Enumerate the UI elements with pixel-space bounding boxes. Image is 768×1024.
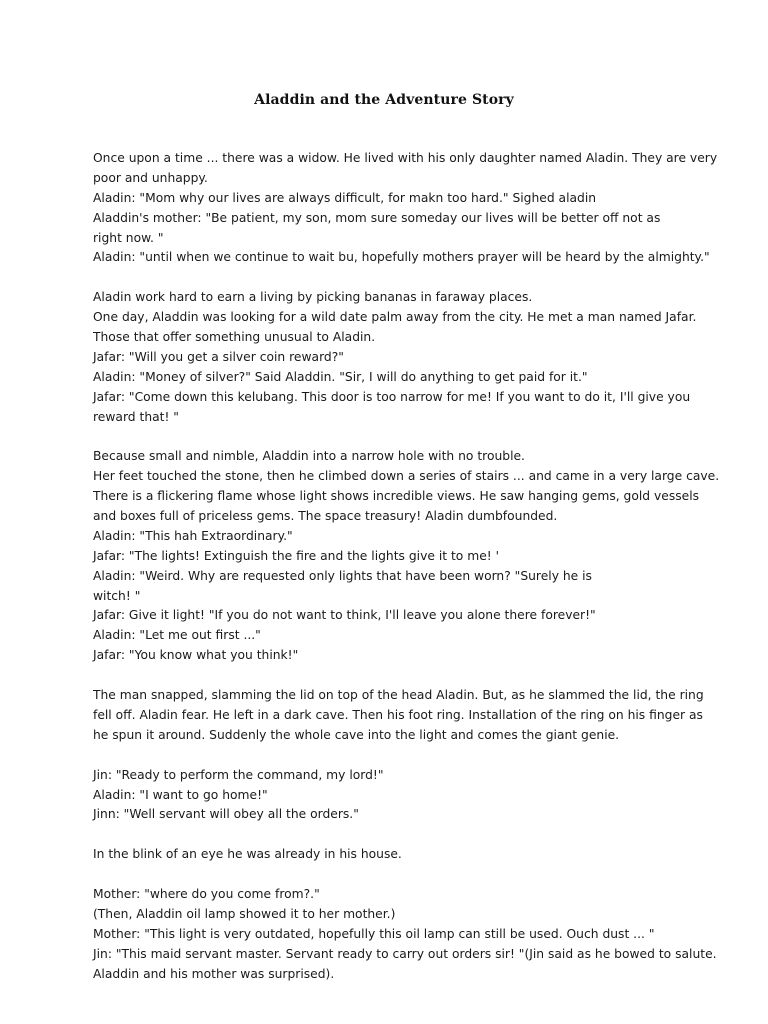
text-line: Jafar: "Come down this kelubang. This door is too narrow for me! If you want to do it, I'll give you [93,389,691,404]
paragraph [93,686,704,746]
paragraph [93,447,720,666]
text-line: Once upon a time ... there was a widow. He lived with his only daughter named Aladin. They are very [93,151,718,165]
paragraph-gap [93,825,693,845]
text-line: Jafar: "The lights! Extinguish the fire and the lights give it to me! ' [93,548,499,563]
text-line: (Then, Aladdin oil lamp showed it to her mother.) [93,906,396,921]
paragraph [93,885,717,984]
text-line: and boxes full of priceless gems. The space treasury! Aladin dumbfounded. [93,509,558,524]
text-line: Jafar: Give it light! "If you do not want to think, I'll leave you alone there forever!" [93,608,596,623]
text-line: Mother: "where do you come from?." [93,886,320,901]
text-line: Aladdin's mother: "Be patient, my son, mom sure someday our lives will be better off not as [93,210,661,225]
text-line: reward that! " [93,409,179,424]
text-line: Aladin: "Weird. Why are requested only lights that have been worn? "Surely he is [93,568,592,583]
text-line: Aladin: "Money of silver?" Said Aladdin. "Sir, I will do anything to get paid for it." [93,369,588,384]
text-line: poor and unhappy. [93,170,208,185]
text-line: There is a flickering flame whose light shows incredible views. He saw hanging gems, gold vessels [93,489,700,504]
text-line: One day, Aladdin was looking for a wild date palm away from the city. He met a man named Jafar. [93,310,697,325]
text-line: Aladin work hard to earn a living by picking bananas in faraway places. [93,290,533,305]
text-line: Jinn: "Well servant will obey all the orders." [93,807,359,822]
story-body [93,149,720,984]
paragraph [93,149,718,268]
paragraph-gap [93,746,693,766]
text-line: Aladdin and his mother was surprised). [93,966,335,981]
text-line: Jin: "Ready to perform the command, my lord!" [93,767,384,782]
text-line: Aladin: "Mom why our lives are always difficult, for makn too hard." Sighed aladin [93,190,597,205]
text-line: Mother: "This light is very outdated, hopefully this oil lamp can still be used. Ouch dust ... " [93,926,655,941]
paragraph [93,845,693,865]
text-line: The man snapped, slamming the lid on top of the head Aladin. But, as he slammed the lid, the ring [93,688,704,703]
text-line: In the blink of an eye he was already in his house. [93,847,402,862]
text-line: right now. " [93,230,164,245]
text-line: Jin: "This maid servant master. Servant ready to carry out orders sir! "(Jin said as he bowed to salute. [93,946,717,961]
text-line: Aladin: "I want to go home!" [93,787,268,802]
paragraph-gap [93,666,693,686]
paragraph [93,288,697,427]
text-line: Because small and nimble, Aladdin into a narrow hole with no trouble. [93,449,525,464]
paragraph-gap [93,268,693,288]
text-line: Aladin: "until when we continue to wait bu, hopefully mothers prayer will be heard by the almighty." [93,250,710,265]
text-line: he spun it around. Suddenly the whole cave into the light and comes the giant genie. [93,727,620,742]
paragraph-gap [93,865,693,885]
document-title: Aladdin and the Adventure Story [254,92,514,108]
text-line: Her feet touched the stone, then he climbed down a series of stairs ... and came in a very large cave. [93,469,720,484]
paragraph-gap [93,427,693,447]
text-line: fell off. Aladin fear. He left in a dark cave. Then his foot ring. Installation of the ring on his finger as [93,707,703,722]
text-line: witch! " [93,588,141,603]
text-line: Those that offer something unusual to Aladin. [93,330,376,345]
text-line: Aladin: "Let me out first ..." [93,628,261,643]
text-line: Jafar: "You know what you think!" [93,648,299,663]
text-line: Jafar: "Will you get a silver coin reward?" [93,349,344,364]
text-line: Aladin: "This hah Extraordinary." [93,528,293,543]
paragraph [93,766,693,826]
